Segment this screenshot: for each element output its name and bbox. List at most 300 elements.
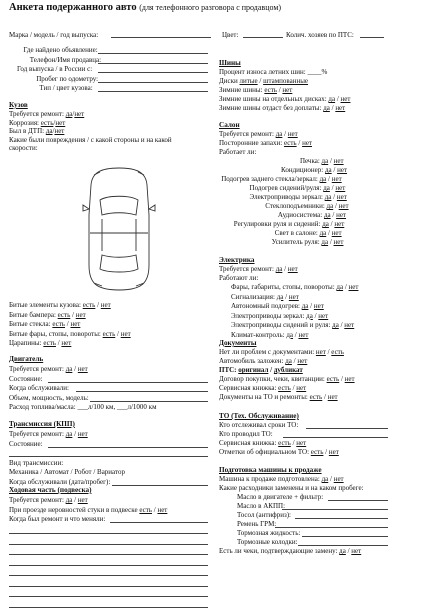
salon-works: Работает ли: bbox=[219, 148, 257, 156]
electric-item-4-label: Электроприводы сидений и руля: bbox=[231, 321, 333, 329]
prep-item-label: Ремень ГРМ: bbox=[237, 520, 277, 528]
option-body-after-3[interactable]: есть bbox=[102, 329, 116, 338]
option-tires-winter[interactable]: есть bbox=[264, 86, 277, 94]
separator: / bbox=[72, 496, 78, 504]
tires-winter-free bbox=[219, 104, 345, 112]
color-field[interactable] bbox=[243, 37, 283, 38]
separator: / bbox=[326, 229, 332, 237]
general-field-input[interactable] bbox=[98, 82, 208, 83]
separator: / bbox=[329, 104, 336, 112]
engine-volume: Объем, мощность, модель: bbox=[9, 393, 89, 402]
option-chassis-knock[interactable]: есть bbox=[139, 505, 152, 514]
separator: % bbox=[321, 68, 328, 76]
chassis-repair-label: Требуется ремонт: bbox=[9, 496, 66, 504]
body-repair-label: Требуется ремонт: bbox=[9, 110, 66, 118]
separator: / bbox=[65, 320, 71, 329]
form-title bbox=[9, 2, 281, 13]
option-salon-smell[interactable]: есть bbox=[283, 139, 297, 147]
electric-item-2 bbox=[231, 302, 324, 310]
option-electric-item-2[interactable]: нет bbox=[313, 302, 324, 310]
prep-item-input[interactable] bbox=[302, 536, 388, 537]
separator: / bbox=[152, 505, 158, 514]
chassis-note-line[interactable] bbox=[9, 596, 208, 597]
general-field-input[interactable] bbox=[98, 72, 208, 73]
engine-serviced-input[interactable] bbox=[76, 391, 208, 392]
prep-item-label: Масло в двигателе + фильтр: bbox=[237, 493, 324, 501]
option-electric-repair[interactable]: нет bbox=[287, 265, 298, 273]
chassis-note-line[interactable] bbox=[9, 533, 208, 534]
option-salon-item-2[interactable]: да bbox=[319, 175, 327, 183]
body-damage-label: Какие были повреждения / с какой стороны и на какой bbox=[9, 135, 172, 144]
option-docs-contract[interactable]: есть bbox=[326, 375, 340, 383]
option-body-after-2[interactable]: есть bbox=[52, 320, 65, 329]
separator: / bbox=[290, 439, 297, 447]
salon-repair bbox=[219, 130, 298, 138]
option-electric-item-2[interactable]: да bbox=[301, 302, 309, 310]
salon-item-3 bbox=[250, 184, 346, 192]
owners-field[interactable] bbox=[360, 37, 384, 38]
body-repair bbox=[9, 110, 84, 118]
option-tires-winter-free[interactable]: да bbox=[323, 104, 330, 112]
prep-prepared-label: Машина к продаже подготовлена: bbox=[219, 475, 322, 483]
docs-warranty bbox=[219, 393, 338, 401]
separator: / bbox=[330, 211, 337, 219]
chassis-heading: Ходовая часть (подвеска) bbox=[9, 486, 92, 494]
body-after-2 bbox=[9, 320, 80, 328]
option-electric-item-3[interactable]: нет bbox=[318, 311, 329, 320]
electric-item-5-label: Климат-контроль: bbox=[231, 330, 287, 339]
gearbox-state-input-2[interactable] bbox=[9, 456, 208, 457]
chassis-note-line[interactable] bbox=[9, 544, 208, 545]
electric-repair-label: Требуется ремонт: bbox=[219, 265, 276, 273]
engine-heading: Двигатель bbox=[9, 355, 44, 363]
body-heading: Кузов bbox=[9, 101, 28, 109]
salon-item-7 bbox=[234, 220, 344, 228]
tires-discs-label: Диски bbox=[219, 77, 240, 85]
option-docs-pledge[interactable]: да bbox=[285, 357, 292, 365]
option-to-book[interactable]: есть bbox=[278, 439, 291, 447]
separator: / bbox=[308, 302, 314, 310]
body-after-0-label: Битые элементы кузова: bbox=[9, 301, 83, 309]
option-body-after-1[interactable]: есть bbox=[57, 310, 71, 319]
separator: / bbox=[282, 265, 288, 273]
general-field-label: Тип / цвет кузова: bbox=[39, 84, 93, 93]
separator: / bbox=[72, 430, 78, 438]
docs-warranty-label: Документы на ТО и ремонты: bbox=[219, 393, 310, 401]
option-body-corrosion[interactable]: есть bbox=[40, 118, 54, 127]
tires-winter-discs-label: Зимние шины на отдельных дисках: bbox=[219, 95, 329, 103]
gearbox-serviced-input[interactable] bbox=[112, 485, 208, 486]
to-who-input[interactable] bbox=[283, 437, 388, 438]
separator: / bbox=[291, 357, 298, 365]
option-tires-winter[interactable]: нет bbox=[282, 86, 293, 94]
option-docs-pledge[interactable]: нет bbox=[297, 357, 308, 365]
separator: / bbox=[276, 86, 283, 94]
general-field-label: Телефон/Имя продавца: bbox=[29, 55, 102, 64]
option-tires-winter-discs[interactable]: да bbox=[328, 95, 336, 103]
option-salon-item-3[interactable]: да bbox=[323, 184, 330, 192]
prep-item-input[interactable] bbox=[282, 509, 388, 510]
option-prep-prepared[interactable]: да bbox=[321, 475, 329, 483]
separator: / bbox=[331, 166, 338, 174]
body-after-3 bbox=[9, 330, 131, 338]
option-body-corrosion[interactable]: нет bbox=[55, 118, 66, 127]
docs-pts-label: ПТС: bbox=[219, 366, 239, 374]
option-engine-repair[interactable]: да bbox=[65, 365, 73, 373]
option-tires-winter-discs[interactable]: нет bbox=[340, 95, 351, 103]
body-after-1 bbox=[9, 311, 86, 319]
option-salon-item-7[interactable]: да bbox=[322, 220, 329, 228]
electric-repair bbox=[219, 265, 298, 273]
gearbox-heading: Трансмиссия (КПП) bbox=[9, 420, 75, 428]
owners-label: Колич. хозяев по ПТС: bbox=[286, 31, 354, 39]
body-after-2-label: Битые стекла: bbox=[9, 320, 53, 329]
option-tires-winter-free[interactable]: нет bbox=[335, 104, 346, 112]
salon-item-4-label: Электроприводы зеркал: bbox=[249, 193, 325, 201]
body-after-0 bbox=[9, 301, 111, 309]
engine-repair-label: Требуется ремонт: bbox=[9, 365, 66, 373]
separator: / bbox=[52, 127, 55, 136]
docs-pts bbox=[219, 366, 303, 374]
option-electric-item-3[interactable]: да bbox=[306, 311, 313, 320]
general-field-label: Где найдено объявление: bbox=[23, 46, 98, 54]
to-marks bbox=[219, 448, 339, 456]
separator: / bbox=[328, 238, 334, 246]
option-prep-prepared[interactable]: нет bbox=[333, 475, 344, 483]
tires-heading: Шины bbox=[219, 59, 241, 67]
prep-heading: Подготовка машины к продаже bbox=[219, 466, 322, 474]
separator: / bbox=[70, 310, 76, 319]
prep-checks bbox=[219, 547, 361, 555]
option-gearbox-repair[interactable]: да bbox=[65, 430, 73, 438]
electric-item-3 bbox=[231, 312, 328, 320]
body-damage-label-2: скорости: bbox=[9, 144, 38, 153]
to-when-input[interactable] bbox=[306, 428, 388, 429]
salon-item-6-label: Аудиосистема: bbox=[277, 211, 324, 219]
separator: / bbox=[331, 193, 337, 201]
option-salon-item-9[interactable]: да bbox=[321, 238, 329, 246]
chassis-what: Когда был ремонт и что меняли: bbox=[9, 515, 106, 524]
gearbox-repair bbox=[9, 430, 88, 438]
separator: / bbox=[312, 311, 319, 320]
option-body-after-0[interactable]: нет bbox=[100, 301, 111, 309]
docs-pledge-label: Автомобиль заложен: bbox=[219, 357, 286, 365]
color-label: Цвет: bbox=[222, 31, 239, 39]
option-electric-item-4[interactable]: нет bbox=[344, 321, 355, 329]
to-book-label: Сервисная книжка: bbox=[219, 439, 279, 447]
option-docs-contract[interactable]: нет bbox=[344, 375, 355, 383]
docs-book-label: Сервисная книжка: bbox=[219, 384, 279, 392]
body-after-1-label: Битые бампера: bbox=[9, 310, 58, 319]
prep-item-label: Масло в АКПП: bbox=[237, 502, 286, 510]
gearbox-type: Вид трансмиссии: bbox=[9, 458, 64, 467]
engine-state: Состояние: bbox=[9, 374, 43, 383]
salon-item-1 bbox=[281, 166, 347, 174]
separator: / bbox=[333, 202, 339, 210]
salon-smell-label: Посторонние запахи: bbox=[219, 139, 284, 147]
option-to-marks[interactable]: нет bbox=[328, 448, 339, 456]
tires-winter-label: Зимние шины: bbox=[219, 86, 265, 94]
option-electric-item-0[interactable]: нет bbox=[348, 283, 359, 291]
salon-item-8 bbox=[275, 229, 342, 237]
salon-item-7-label: Регулировки руля и сидений: bbox=[233, 220, 323, 228]
electric-item-1 bbox=[231, 293, 299, 301]
chassis-repair bbox=[9, 496, 88, 504]
tires-wear bbox=[219, 68, 327, 76]
separator: / bbox=[72, 110, 75, 118]
separator: / bbox=[338, 321, 345, 329]
to-when: Кто отслеживал сроки ТО: bbox=[219, 421, 299, 429]
prep-item-input[interactable] bbox=[298, 545, 388, 546]
engine-fuel: Расход топлива/масла: ___л/100 км, ___л/1000 км bbox=[9, 403, 157, 412]
to-marks-label: Отметки об официальном ТО: bbox=[219, 448, 311, 456]
general-field-label: Год выпуска / в России с: bbox=[17, 65, 93, 74]
prep-item-label: Тормозная жидкость: bbox=[237, 529, 301, 537]
option-tires-discs[interactable]: штампованные bbox=[263, 77, 309, 85]
option-salon-item-8[interactable]: нет bbox=[331, 229, 342, 237]
car-diagram bbox=[80, 165, 158, 293]
gearbox-repair-label: Требуется ремонт: bbox=[9, 430, 66, 438]
option-electric-item-1[interactable]: нет bbox=[288, 292, 299, 301]
option-body-repair[interactable]: нет bbox=[74, 110, 85, 118]
prep-checks-label: Есть ли чеки, подтверждающие замену: bbox=[219, 547, 340, 555]
chassis-note-line[interactable] bbox=[9, 575, 208, 576]
option-body-dtp[interactable]: да bbox=[45, 127, 53, 136]
salon-item-6 bbox=[278, 211, 346, 219]
separator: / bbox=[345, 547, 352, 555]
separator: / bbox=[326, 175, 332, 183]
prep-item-input[interactable] bbox=[328, 500, 388, 501]
salon-item-9 bbox=[272, 238, 344, 246]
separator: / bbox=[282, 130, 288, 138]
to-who: Кто проводил ТО: bbox=[219, 430, 273, 438]
docs-problems bbox=[219, 348, 344, 356]
electric-item-3-label: Электроприводы зеркал: bbox=[231, 311, 307, 320]
electric-item-0 bbox=[231, 283, 358, 291]
option-salon-item-9[interactable]: нет bbox=[333, 238, 344, 246]
separator: / bbox=[328, 475, 334, 483]
electric-item-2-label: Автономный подогрев: bbox=[231, 302, 302, 310]
gearbox-serviced: Когда обслуживали (дата/пробег): bbox=[9, 478, 111, 486]
separator: / bbox=[268, 366, 274, 374]
docs-problems-label: Нет ли проблем с документами: bbox=[219, 348, 316, 356]
electric-heading: Электрика bbox=[219, 256, 255, 264]
salon-item-1-label: Кондиционер: bbox=[281, 166, 325, 174]
option-body-after-4[interactable]: есть bbox=[43, 339, 56, 348]
body-corrosion-label: Коррозия: bbox=[9, 118, 41, 127]
option-tires-discs[interactable]: литые bbox=[239, 77, 258, 85]
chassis-note-line[interactable] bbox=[9, 565, 208, 566]
separator: / bbox=[296, 139, 303, 147]
salon-heading: Салон bbox=[219, 121, 240, 129]
prep-item-input[interactable] bbox=[275, 527, 388, 528]
option-body-after-0[interactable]: есть bbox=[82, 301, 96, 309]
body-after-3-label: Битые фары, стопы, повороты: bbox=[9, 329, 103, 338]
prep-item-label: Тормозные колодки: bbox=[237, 538, 298, 546]
option-body-after-2[interactable]: нет bbox=[70, 320, 81, 329]
docs-pledge bbox=[219, 357, 307, 365]
separator: / bbox=[328, 157, 334, 165]
option-docs-book[interactable]: есть bbox=[278, 384, 291, 392]
option-salon-repair[interactable]: да bbox=[275, 130, 283, 138]
gearbox-state-input[interactable] bbox=[48, 447, 208, 448]
separator: / bbox=[343, 283, 349, 291]
to-book bbox=[219, 439, 306, 447]
separator: / bbox=[328, 220, 335, 228]
separator: / bbox=[257, 77, 264, 85]
option-body-dtp[interactable]: нет bbox=[54, 127, 65, 136]
option-engine-repair[interactable]: нет bbox=[77, 365, 88, 373]
electric-works: Работают ли: bbox=[219, 274, 259, 282]
salon-item-8-label: Свет в салоне: bbox=[274, 229, 320, 237]
electric-item-5 bbox=[231, 331, 308, 339]
separator: / bbox=[293, 330, 299, 339]
salon-item-0-label: Печка: bbox=[299, 157, 322, 165]
option-electric-item-4[interactable]: да bbox=[332, 321, 339, 329]
option-salon-item-7[interactable]: нет bbox=[334, 220, 345, 228]
option-docs-pts[interactable]: оригинал bbox=[238, 366, 269, 374]
option-chassis-repair[interactable]: да bbox=[65, 496, 73, 504]
separator: / bbox=[323, 448, 329, 456]
option-to-book[interactable]: нет bbox=[296, 439, 307, 447]
option-salon-item-5[interactable]: да bbox=[326, 202, 334, 210]
electric-item-4 bbox=[231, 321, 354, 329]
option-electric-item-5[interactable]: да bbox=[286, 330, 294, 339]
title-main: Анкета подержанного авто bbox=[9, 2, 137, 13]
option-salon-item-6[interactable]: нет bbox=[336, 211, 346, 219]
tires-discs bbox=[219, 77, 308, 85]
chassis-knock-label: При проезде неровностей стуки в подвеске bbox=[9, 505, 140, 514]
prep-item-label: Тосол (антифриз): bbox=[237, 511, 291, 519]
separator: / bbox=[339, 375, 345, 383]
option-electric-item-1[interactable]: да bbox=[276, 292, 284, 301]
salon-item-0 bbox=[300, 157, 344, 165]
separator: / bbox=[115, 329, 121, 338]
salon-item-2-label: Подогрев заднего стекла/зеркал: bbox=[221, 175, 320, 183]
option-salon-smell[interactable]: нет bbox=[302, 139, 312, 147]
option-prep-checks[interactable]: нет bbox=[351, 547, 362, 555]
option-prep-checks[interactable]: да bbox=[339, 547, 346, 555]
option-salon-item-6[interactable]: да bbox=[323, 211, 331, 219]
option-body-after-4[interactable]: нет bbox=[61, 339, 72, 348]
general-field-input[interactable] bbox=[98, 91, 208, 92]
option-salon-item-0[interactable]: да bbox=[321, 157, 329, 165]
separator: / bbox=[283, 292, 289, 301]
separator: / bbox=[55, 339, 62, 348]
option-salon-item-4[interactable]: нет bbox=[336, 193, 347, 201]
option-salon-item-4[interactable]: да bbox=[324, 193, 332, 201]
salon-item-2 bbox=[221, 175, 341, 183]
option-body-after-1[interactable]: нет bbox=[75, 310, 86, 319]
electric-item-0-label: Фары, габариты, стопы, повороты: bbox=[231, 283, 337, 291]
option-body-after-3[interactable]: нет bbox=[120, 329, 131, 338]
gearbox-types: Механика / Автомат / Робот / Вариатор bbox=[9, 468, 125, 477]
chassis-what-input[interactable] bbox=[110, 522, 208, 523]
engine-state-input[interactable] bbox=[48, 382, 208, 383]
chassis-note-line[interactable] bbox=[9, 554, 208, 555]
option-docs-warranty[interactable]: есть bbox=[309, 393, 323, 401]
option-salon-item-2[interactable]: нет bbox=[331, 175, 342, 183]
separator: / bbox=[95, 301, 101, 309]
body-after-4-label: Царапины: bbox=[9, 339, 44, 348]
option-docs-warranty[interactable]: нет bbox=[327, 393, 338, 401]
option-salon-repair[interactable]: нет bbox=[287, 130, 298, 138]
docs-heading: Документы bbox=[219, 339, 257, 347]
salon-item-5-label: Стеклоподъемники: bbox=[265, 202, 327, 210]
separator: / bbox=[53, 118, 56, 127]
body-dtp bbox=[9, 127, 64, 135]
separator: / bbox=[335, 95, 341, 103]
tires-winter-free-label: Зимние шины отдаст без доплаты: bbox=[219, 104, 324, 112]
tires-winter-discs bbox=[219, 95, 350, 103]
salon-repair-label: Требуется ремонт: bbox=[219, 130, 276, 138]
prep-item-input[interactable] bbox=[295, 518, 388, 519]
engine-repair bbox=[9, 365, 88, 373]
option-chassis-knock[interactable]: нет bbox=[157, 505, 168, 514]
separator: / bbox=[329, 184, 336, 192]
salon-item-5 bbox=[265, 202, 348, 210]
title-subtitle: (для телефонного разговора с продавцом) bbox=[139, 3, 282, 12]
docs-contract bbox=[219, 375, 355, 383]
option-salon-item-8[interactable]: да bbox=[319, 229, 327, 237]
salon-item-9-label: Усилитель руля: bbox=[271, 238, 322, 246]
engine-serviced: Когда обслуживали: bbox=[9, 384, 69, 393]
prep-which: Какие расходники заменены и на каком пробеге: bbox=[219, 484, 364, 492]
option-electric-item-5[interactable]: нет bbox=[298, 330, 309, 339]
option-chassis-repair[interactable]: нет bbox=[77, 496, 88, 504]
salon-smell bbox=[219, 139, 312, 147]
option-salon-item-1[interactable]: да bbox=[324, 166, 332, 174]
option-salon-item-5[interactable]: нет bbox=[338, 202, 349, 210]
general-field-input[interactable] bbox=[98, 53, 208, 54]
tires-wear-label: Процент износа летних шин: bbox=[219, 68, 308, 76]
separator: ____ bbox=[307, 68, 322, 76]
separator: / bbox=[322, 393, 328, 401]
general-field-label: Пробег по одометру: bbox=[36, 74, 99, 83]
chassis-note-line[interactable] bbox=[9, 586, 208, 587]
model-label: Марка / модель / год выпуска: bbox=[9, 31, 99, 39]
separator: / bbox=[325, 348, 332, 356]
body-dtp-label: Был в ДТП: bbox=[9, 127, 46, 136]
option-gearbox-repair[interactable]: нет bbox=[77, 430, 88, 438]
option-docs-pts[interactable]: дубликат bbox=[273, 366, 303, 374]
option-to-marks[interactable]: есть bbox=[310, 448, 324, 456]
option-body-repair[interactable]: да bbox=[65, 110, 73, 118]
option-docs-problems[interactable]: есть bbox=[331, 348, 344, 356]
docs-contract-label: Договор покупки, чеки, квитанции: bbox=[219, 375, 327, 383]
electric-item-1-label: Сигнализация: bbox=[231, 292, 277, 301]
option-docs-problems[interactable]: нет bbox=[315, 348, 326, 356]
option-salon-item-1[interactable]: нет bbox=[337, 166, 348, 174]
option-docs-book[interactable]: нет bbox=[296, 384, 307, 392]
gearbox-state: Состояние: bbox=[9, 439, 43, 448]
prep-prepared bbox=[219, 475, 344, 483]
salon-item-3-label: Подогрев сидений/руля: bbox=[249, 184, 324, 192]
option-salon-item-0[interactable]: нет bbox=[333, 157, 344, 165]
separator: / bbox=[290, 384, 297, 392]
docs-book bbox=[219, 384, 306, 392]
model-field[interactable] bbox=[111, 37, 211, 38]
tires-winter bbox=[219, 86, 292, 94]
body-corrosion bbox=[9, 119, 65, 127]
engine-volume-input[interactable] bbox=[90, 401, 208, 402]
option-electric-item-0[interactable]: да bbox=[336, 283, 344, 291]
option-salon-item-3[interactable]: нет bbox=[335, 184, 346, 192]
separator: / bbox=[72, 365, 78, 373]
option-electric-repair[interactable]: да bbox=[275, 265, 283, 273]
salon-item-4 bbox=[250, 193, 347, 201]
general-field-input[interactable] bbox=[98, 63, 208, 64]
